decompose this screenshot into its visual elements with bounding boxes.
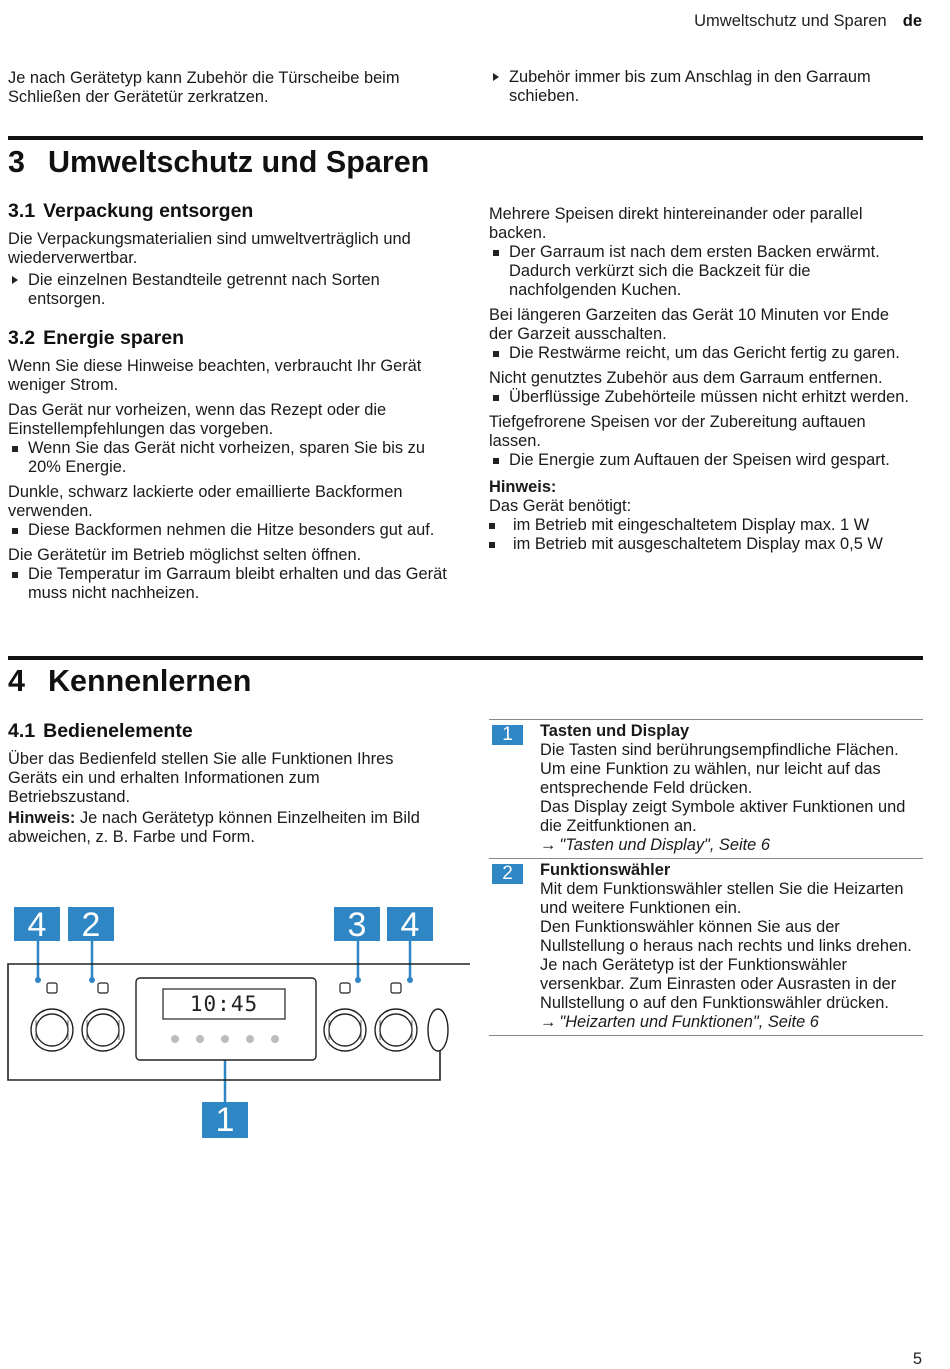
list-item: Überflüssige Zubehörteile müssen nicht erhitzt werden. xyxy=(489,388,917,407)
header-title: Umweltschutz und Sparen xyxy=(694,12,887,30)
callout-badge: 1 xyxy=(202,1102,248,1138)
list-item: Die Temperatur im Garraum bleibt erhalten und das Gerät muss nicht nachheizen. xyxy=(8,565,448,603)
list-item: Zubehör immer bis zum Anschlag in den Garraum schieben. xyxy=(489,68,919,106)
paragraph: Nicht genutztes Zubehör aus dem Garraum entfernen. xyxy=(489,369,883,387)
paragraph: Wenn Sie diese Hinweise beachten, verbraucht Ihr Gerät weniger Strom. xyxy=(8,357,422,394)
row-description: Das Display zeigt Symbole aktiver Funktionen und die Zeitfunktionen an. xyxy=(540,798,906,835)
list-item: Die Energie zum Auftauen der Speisen wird gespart. xyxy=(489,451,917,470)
hint-label: Hinweis: xyxy=(489,478,557,496)
hint-list xyxy=(489,516,917,554)
chapter-title-text: Kennenlernen xyxy=(48,664,252,698)
row-number-badge: 2 xyxy=(492,864,523,884)
list-item: im Betrieb mit ausgeschaltetem Display max 0,5 W xyxy=(489,535,917,554)
paragraph: Die Verpackungsmaterialien sind umweltverträglich und wiederverwertbar. xyxy=(8,230,411,267)
chapter-number: 4 xyxy=(8,664,25,698)
hint-text: Das Gerät benötigt: xyxy=(489,497,632,515)
chapter4-left-column xyxy=(8,720,438,847)
chapter3-left-column xyxy=(8,200,448,609)
table-row xyxy=(489,719,923,858)
bullet-list xyxy=(8,521,448,540)
cross-reference: → "Heizarten und Funktionen", Seite 6 xyxy=(540,1013,819,1031)
row-term: Tasten und Display xyxy=(540,722,690,740)
hint-text: Je nach Gerätetyp können Einzelheiten im Bild abweichen, z. B. Farbe und Form. xyxy=(8,809,420,846)
controls-table xyxy=(489,719,923,1036)
control-panel-diagram xyxy=(0,900,470,1150)
paragraph: Mehrere Speisen direkt hintereinander oder parallel backen. xyxy=(489,205,863,242)
list-item: Diese Backformen nehmen die Hitze besonders gut auf. xyxy=(8,521,448,540)
chapter3-right-column xyxy=(489,205,917,560)
bullet-list xyxy=(489,243,917,300)
list-item: Die Restwärme reicht, um das Gericht fertig zu garen. xyxy=(489,344,917,363)
page-number: 5 xyxy=(912,1350,922,1368)
running-header xyxy=(694,12,922,31)
row-description: Die Tasten sind berührungsempfindliche Flächen. Um eine Funktion zu wählen, nur leicht auf das entsprechende Feld drücken. xyxy=(540,741,899,797)
chapter-title xyxy=(8,145,429,179)
list-item: Die einzelnen Bestandteile getrennt nach Sorten entsorgen. xyxy=(8,271,438,309)
row-term: Funktionswähler xyxy=(540,861,671,879)
list-item: Wenn Sie das Gerät nicht vorheizen, sparen Sie bis zu 20% Energie. xyxy=(8,439,448,477)
display-time: 10:45 xyxy=(189,992,259,1016)
paragraph: Tiefgefrorene Speisen vor der Zubereitung auftauen lassen. xyxy=(489,413,866,450)
paragraph: Die Gerätetür im Betrieb möglichst selten öffnen. xyxy=(8,546,362,564)
instruction-list xyxy=(8,271,438,309)
hint-paragraph xyxy=(8,809,438,847)
chapter-title xyxy=(8,664,251,698)
bullet-list xyxy=(8,439,448,477)
bullet-list xyxy=(8,565,448,603)
bullet-list xyxy=(489,344,917,363)
paragraph: Das Gerät nur vorheizen, wenn das Rezept oder die Einstellempfehlungen das vorgeben. xyxy=(8,401,387,438)
list-item: Der Garraum ist nach dem ersten Backen erwärmt. Dadurch verkürzt sich die Backzeit für die nachfolgenden Kuchen. xyxy=(489,243,917,300)
cross-reference: → "Tasten und Display", Seite 6 xyxy=(540,836,770,854)
chapter-title-text: Umweltschutz und Sparen xyxy=(48,145,430,179)
bullet-list xyxy=(489,451,917,470)
paragraph: Dunkle, schwarz lackierte oder emaillierte Backformen verwenden. xyxy=(8,483,403,520)
intro-text: Je nach Gerätetyp kann Zubehör die Türscheibe beim Schließen der Gerätetür zerkratzen. xyxy=(8,69,400,106)
callout-badge: 4 xyxy=(387,907,433,941)
table-row xyxy=(489,858,923,1036)
chapter-rule xyxy=(8,136,923,140)
row-number-badge: 1 xyxy=(492,725,523,745)
section-heading: 3.2 Energie sparen xyxy=(8,327,184,349)
chapter-rule xyxy=(8,656,923,660)
intro-list xyxy=(489,68,919,106)
panel-drawing xyxy=(0,900,470,1150)
callout-badge: 2 xyxy=(68,907,114,941)
row-description: Mit dem Funktionswähler stellen Sie die Heizarten und weitere Funktionen ein. xyxy=(540,880,904,917)
section-heading: 3.1 Verpackung entsorgen xyxy=(8,200,254,222)
arrow-icon: → xyxy=(540,1013,557,1031)
row-description: Den Funktionswähler können Sie aus der Nullstellung o heraus nach rechts und links drehen. Je nach Gerätetyp ist der Funktionswähler versenkbar. Zum Einrasten oder Ausrasten in der Nullstellung o auf den Funktionswähler drücken. xyxy=(540,918,912,1012)
bullet-list xyxy=(489,388,917,407)
callout-badge: 4 xyxy=(14,907,60,941)
header-language: de xyxy=(902,12,922,30)
callout-badge: 3 xyxy=(334,907,380,941)
paragraph: Bei längeren Garzeiten das Gerät 10 Minuten vor Ende der Garzeit ausschalten. xyxy=(489,306,889,343)
arrow-icon: → xyxy=(540,836,557,854)
hint-label: Hinweis: xyxy=(8,809,76,827)
section-heading: 4.1 Bedienelemente xyxy=(8,720,193,742)
list-item: im Betrieb mit eingeschaltetem Display max. 1 W xyxy=(489,516,917,535)
chapter-number: 3 xyxy=(8,145,25,179)
paragraph: Über das Bedienfeld stellen Sie alle Funktionen Ihres Geräts ein und erhalten Informationen zum Betriebszustand. xyxy=(8,750,394,806)
